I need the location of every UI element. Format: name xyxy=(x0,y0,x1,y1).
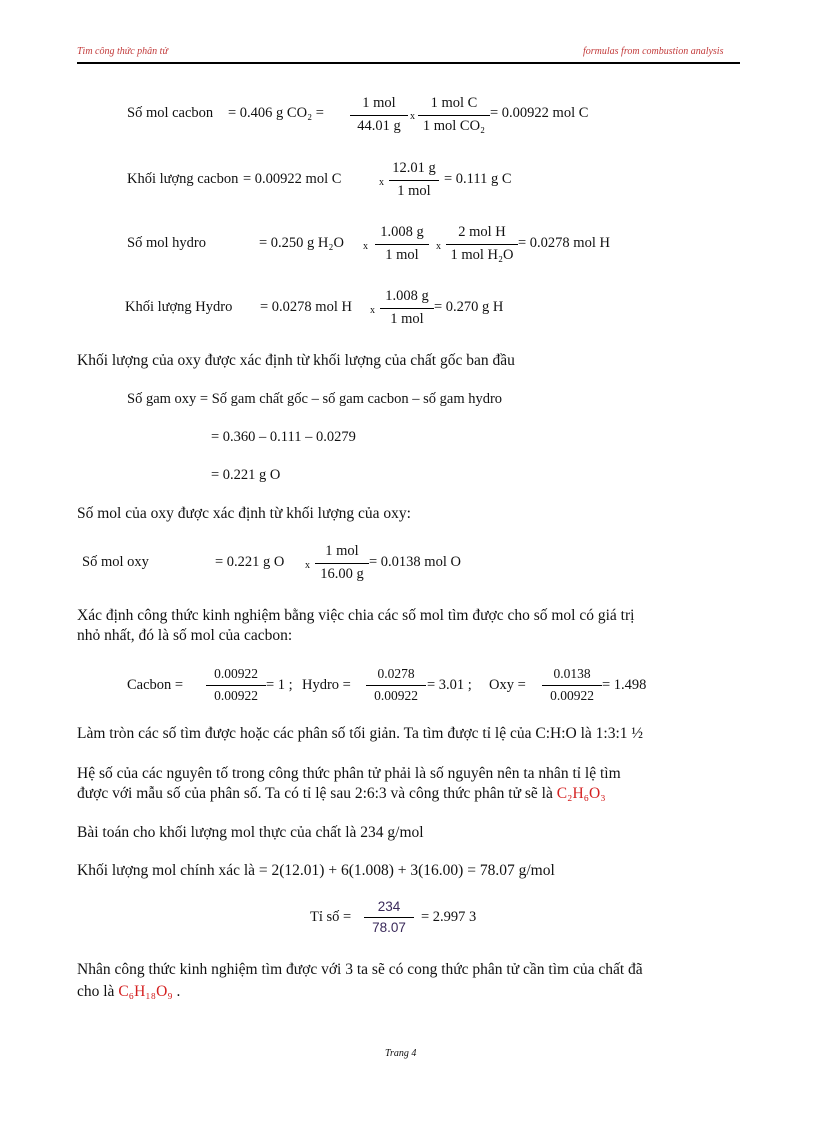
paragraph-oxy-mol: Số mol của oxy được xác định từ khối lượng của oxy: xyxy=(77,505,411,522)
fraction-denominator: 16.00 g xyxy=(320,566,364,582)
oxy-grams-line3: = 0.221 g O xyxy=(211,467,281,483)
paragraph-empirical-1: Xác định công thức kinh nghiệm bằng việc chia các số mol tìm được cho số mol có giá trị xyxy=(77,607,635,624)
calc-result: = 0.270 g H xyxy=(434,299,504,315)
fraction-numerator: 12.01 g xyxy=(389,160,439,181)
calc-label: Số mol cacbon xyxy=(127,105,214,121)
fraction-denominator: 1 mol xyxy=(390,311,424,327)
fraction xyxy=(315,543,369,583)
fraction xyxy=(380,288,434,328)
ratio-carbon-label: Cacbon = xyxy=(127,677,184,693)
fraction-numerator: 2 mol H xyxy=(446,224,518,245)
calc-lhs: = 0.00922 mol C xyxy=(243,171,342,187)
calc-lhs: = 0.250 g H₂O xyxy=(259,235,344,251)
paragraph-round: Làm tròn các số tìm được hoặc các phân số tối giản. Ta tìm được tỉ lệ của C:H:O là 1:3:1 ½ xyxy=(77,725,643,742)
fraction-denominator: 0.00922 xyxy=(374,688,418,703)
oxy-grams-line1: Số gam oxy = Số gam chất gốc – số gam cacbon – số gam hydro xyxy=(127,391,503,407)
fraction xyxy=(206,666,266,704)
paragraph-coeff-1: Hệ số của các nguyên tố trong công thức phân tử phải là số nguyên nên ta nhân tỉ lệ tìm xyxy=(77,765,621,782)
paragraph-empirical-2: nhỏ nhất, đó là số mol của cacbon: xyxy=(77,627,293,644)
fraction-denominator: 44.01 g xyxy=(357,118,401,134)
fraction-denominator: 1 mol xyxy=(385,247,419,263)
fraction xyxy=(350,95,408,135)
header-right: formulas from combustion analysis xyxy=(583,46,724,57)
fraction xyxy=(366,666,426,704)
calc-lhs: = 0.0278 mol H xyxy=(260,299,352,315)
fraction-numerator: 1.008 g xyxy=(380,288,434,309)
calc-label: Khối lượng cacbon xyxy=(127,171,239,187)
calc-label: Số mol oxy xyxy=(82,554,149,570)
fraction-denominator: 0.00922 xyxy=(214,688,258,703)
paragraph-final-1: Nhân công thức kinh nghiệm tìm được với 3 ta sẽ có cong thức phân tử cần tìm của chất đã xyxy=(77,961,643,978)
fraction-denominator: 1 mol xyxy=(397,183,431,199)
fraction-numerator: 1 mol C xyxy=(418,95,490,116)
fraction-denominator: 1 mol H₂O xyxy=(450,247,514,263)
ratio-hydro-label: Hydro = xyxy=(302,677,351,693)
fraction xyxy=(375,224,429,264)
calc-result: = 0.00922 mol C xyxy=(490,105,589,121)
fraction xyxy=(446,224,518,264)
calc-label: Khối lượng Hydro xyxy=(125,299,233,315)
fraction xyxy=(542,666,602,704)
calc-result: = 0.0278 mol H xyxy=(518,235,610,251)
oxy-grams-line2: = 0.360 – 0.111 – 0.0279 xyxy=(211,429,356,445)
calc-result: = 0.0138 mol O xyxy=(369,554,461,570)
calc-label: Số mol hydro xyxy=(127,235,206,251)
times-sign: x xyxy=(379,177,384,188)
header-left: Tìm công thức phân tử xyxy=(77,46,168,57)
ratio-oxy-label: Oxy = xyxy=(489,677,526,693)
ratio-oxy-result: = 1.498 xyxy=(602,677,647,693)
ratio-label: Tỉ số = xyxy=(310,909,352,925)
fraction-denominator: 0.00922 xyxy=(550,688,594,703)
calc-lhs: = 0.221 g O xyxy=(215,554,285,570)
fraction-numerator: 0.0138 xyxy=(542,666,602,686)
fraction-numerator: 1 mol xyxy=(350,95,408,116)
times-sign: x xyxy=(410,111,415,122)
final-period: . xyxy=(176,983,181,1000)
paragraph-final-2-text: cho là xyxy=(77,983,119,1000)
fraction xyxy=(364,899,414,935)
fraction-numerator: 0.0278 xyxy=(366,666,426,686)
fraction xyxy=(418,95,490,135)
page-number: Trang 4 xyxy=(385,1048,417,1059)
fraction-numerator: 1 mol xyxy=(315,543,369,564)
paragraph-exact: Khối lượng mol chính xác là = 2(12.01) + 6(1.008) + 3(16.00) = 78.07 g/mol xyxy=(77,862,555,879)
times-sign: x xyxy=(305,560,310,571)
ratio-carbon-result: = 1 ; xyxy=(266,677,293,693)
paragraph-coeff-2 xyxy=(77,785,606,803)
times-sign: x xyxy=(370,305,375,316)
fraction-numerator: 234 xyxy=(364,899,414,918)
paragraph-final-2 xyxy=(77,983,180,1001)
header-rule xyxy=(77,62,740,64)
paragraph-coeff-2-text: được với mẫu số của phân số. Ta có tỉ lệ sau 2:6:3 và công thức phân tử sẽ là xyxy=(77,785,557,802)
calc-result: = 0.111 g C xyxy=(444,171,512,187)
ratio-hydro-result: = 3.01 ; xyxy=(427,677,472,693)
times-sign: x xyxy=(436,241,441,252)
times-sign: x xyxy=(363,241,368,252)
ratio-result: = 2.997 3 xyxy=(421,909,477,925)
paragraph-oxy-mass: Khối lượng của oxy được xác định từ khối lượng của chất gốc ban đầu xyxy=(77,352,515,369)
fraction xyxy=(389,160,439,200)
fraction-denominator: 78.07 xyxy=(372,920,406,935)
calc-lhs: = 0.406 g CO₂ = xyxy=(228,105,324,121)
fraction-numerator: 0.00922 xyxy=(206,666,266,686)
paragraph-molar: Bài toán cho khối lượng mol thực của chất là 234 g/mol xyxy=(77,824,424,841)
fraction-denominator: 1 mol CO₂ xyxy=(422,118,486,134)
fraction-numerator: 1.008 g xyxy=(375,224,429,245)
empirical-formula: C₂H₆O₃ xyxy=(556,785,606,802)
final-formula: C₆H₁₈O₉ xyxy=(118,983,173,1000)
